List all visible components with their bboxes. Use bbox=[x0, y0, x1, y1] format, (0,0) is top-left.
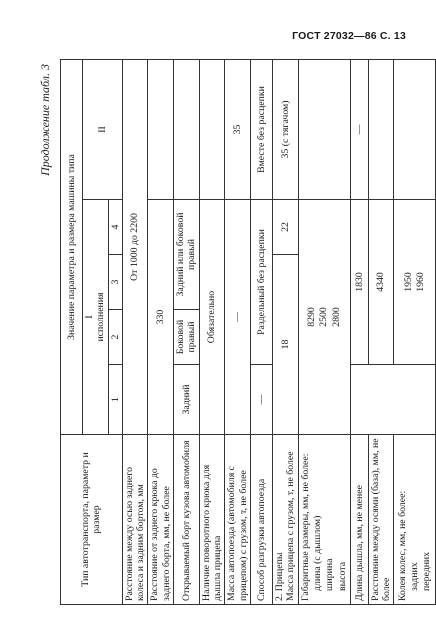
row-label: Расстояние между осями (база), мм, не более bbox=[368, 435, 394, 605]
table-row bbox=[298, 60, 350, 605]
cell-empty bbox=[350, 365, 368, 435]
cell-value: Боковой правый bbox=[173, 310, 199, 365]
cell-empty bbox=[298, 60, 350, 200]
variant-number: 1 bbox=[108, 365, 122, 435]
cell-empty bbox=[368, 60, 394, 200]
cell-value: 8290 2500 2800 bbox=[298, 200, 350, 435]
cell-value: Обязательно bbox=[199, 200, 225, 435]
cell-value: 4340 bbox=[368, 200, 394, 365]
row-label: Открываемый борт кузова автомобиля bbox=[173, 435, 199, 605]
row-label: Расстояние от заднего крюка до заднего борта, мм, не более bbox=[148, 435, 174, 605]
table-row bbox=[272, 60, 298, 605]
cell-value: 18 bbox=[272, 255, 298, 435]
header-row-1 bbox=[61, 60, 83, 605]
table-row bbox=[368, 60, 394, 605]
table-row bbox=[148, 60, 174, 605]
parameters-table bbox=[60, 59, 436, 605]
table-caption: Продолжение табл. 3 bbox=[38, 64, 52, 176]
type-II-label: II bbox=[83, 60, 123, 200]
cell-empty bbox=[173, 60, 199, 200]
cell-empty bbox=[148, 60, 174, 200]
table-row bbox=[225, 60, 251, 605]
cell-value: Задний bbox=[173, 365, 199, 435]
table-row bbox=[199, 60, 225, 605]
cell-empty bbox=[199, 60, 225, 200]
variant-number: 4 bbox=[108, 200, 122, 255]
cell-value: От 1000 до 2200 bbox=[122, 60, 148, 435]
cell-empty bbox=[394, 60, 436, 200]
variant-number: 2 bbox=[108, 310, 122, 365]
row-label: Расстояние между осью заднего колеса и задним бортом, мм bbox=[122, 435, 148, 605]
row-label: Длина дышла, мм, не менее bbox=[350, 435, 368, 605]
table-row bbox=[350, 60, 368, 605]
cell-value: — bbox=[225, 200, 251, 435]
cell-value: 22 bbox=[272, 200, 298, 255]
cell-value: — bbox=[350, 60, 368, 200]
row-label: Габаритные размеры, мм, не более: длина (с дышлом) ширина высота bbox=[298, 435, 350, 605]
cell-empty bbox=[368, 365, 394, 435]
variant-number: 3 bbox=[108, 255, 122, 310]
cell-value: 1830 bbox=[350, 200, 368, 365]
cell-value: Раздельный без расцепки bbox=[250, 200, 272, 365]
column-header-param: Тип автотранспорта, параметр и размер bbox=[61, 435, 123, 605]
row-label: Способ разгрузки автопоезда bbox=[250, 435, 272, 605]
table-row bbox=[173, 60, 199, 605]
table-row bbox=[122, 60, 148, 605]
cell-value: 1950 1960 bbox=[394, 200, 436, 365]
column-header-values: Значение параметра и размера машины типа bbox=[61, 60, 83, 435]
cell-value: 330 bbox=[148, 200, 174, 435]
row-label: Наличие поворотного крюка для дышла прицепа bbox=[199, 435, 225, 605]
row-label: 2. Прицепы Масса прицепа с грузом, т, не более bbox=[272, 435, 298, 605]
table-row bbox=[394, 60, 436, 605]
cell-empty bbox=[394, 365, 436, 435]
type-I-label: I исполнения bbox=[83, 200, 109, 435]
cell-value: Задний или боковой правый bbox=[173, 200, 199, 310]
cell-value: 35 (с тягачом) bbox=[272, 60, 298, 200]
page-header: ГОСТ 27032—86 С. 13 bbox=[292, 30, 406, 42]
table-row bbox=[250, 60, 272, 605]
cell-value: — bbox=[250, 365, 272, 435]
cell-value: 35 bbox=[225, 60, 251, 200]
rotated-table-page bbox=[38, 60, 432, 605]
row-label: Масса автопоезда (автомобиля с прицепом) с грузом, т, не более bbox=[225, 435, 251, 605]
row-label: Колея колес, мм, не более: задних передних bbox=[394, 435, 436, 605]
cell-value: Вместе без расцепки bbox=[250, 60, 272, 200]
